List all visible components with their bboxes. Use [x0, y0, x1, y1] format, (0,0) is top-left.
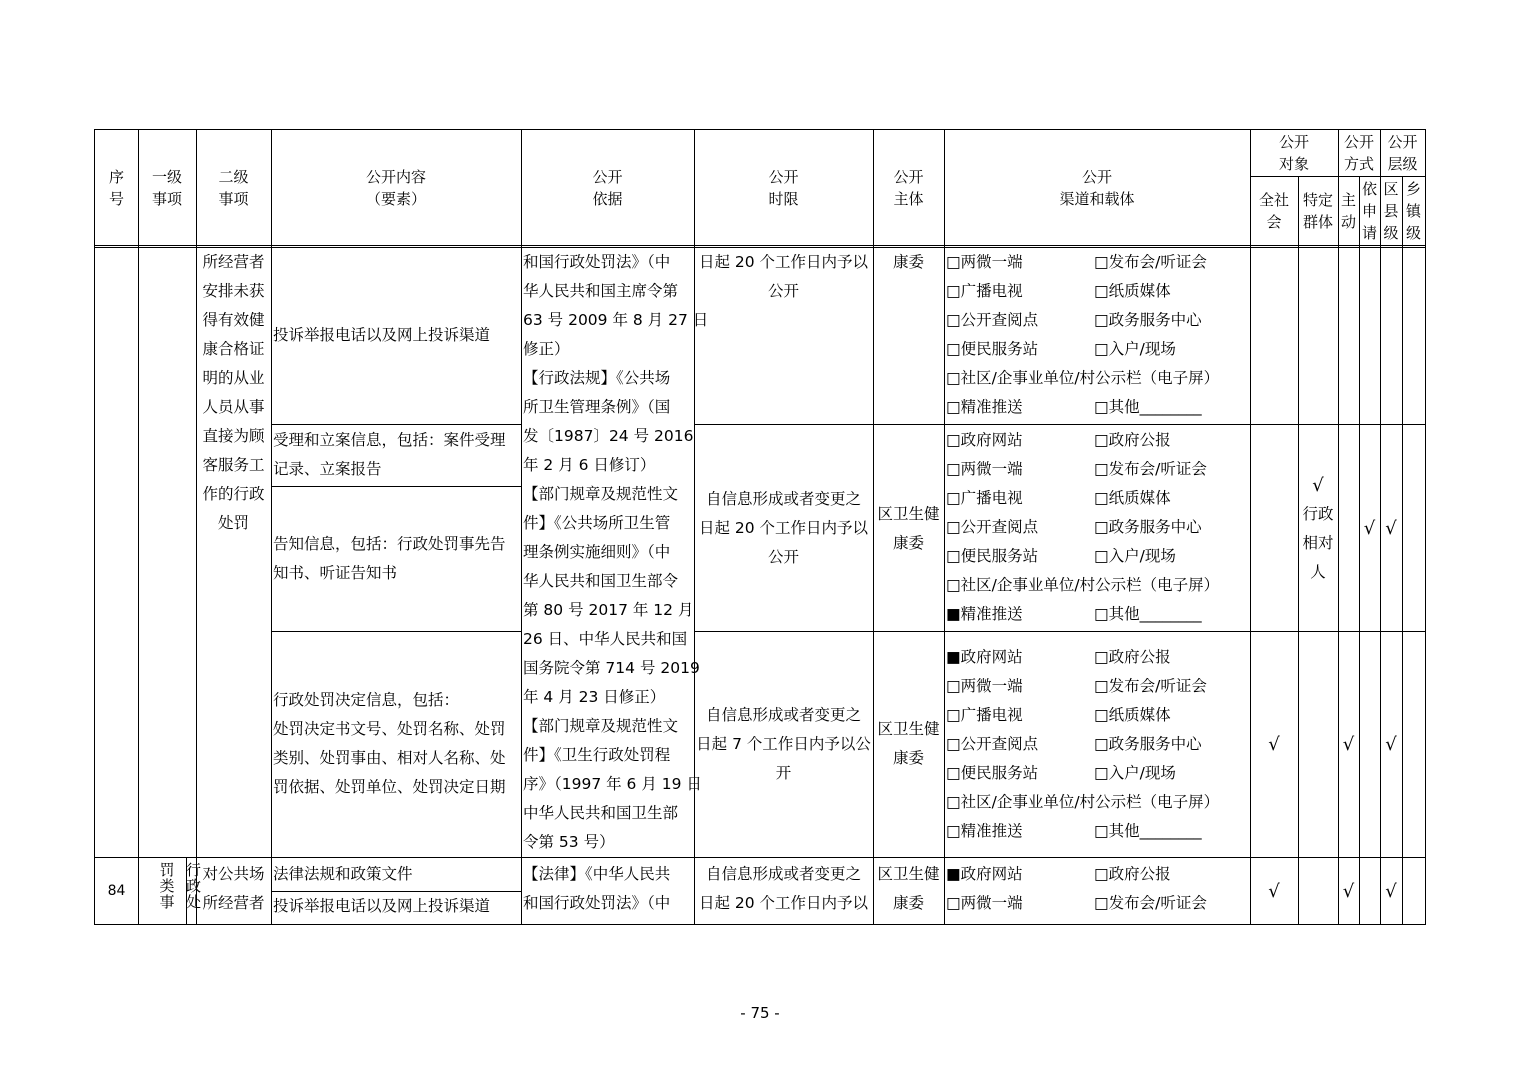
level2-item-line: 安排未获 [202, 282, 265, 300]
channel-line [946, 426, 1250, 455]
r2-specific-wrap [1302, 471, 1333, 587]
header-method-active-line1: 主 [1340, 191, 1356, 209]
header-method-line2: 方式 [1343, 154, 1374, 173]
r84-level1-frag [158, 862, 176, 922]
r2-subject-line: 康委 [892, 533, 924, 552]
header-target-specific-line1: 特定 [1302, 191, 1333, 209]
r2-content-b-line: 告知信息，包括：行政处罚事先告 [273, 535, 506, 553]
header-level1-line2: 事项 [151, 189, 182, 208]
grid-line [94, 129, 95, 925]
basis-line: 序》（1997 年 6 月 19 日 [523, 775, 702, 793]
r1-time-limit [694, 248, 873, 308]
header-level-district [1380, 176, 1402, 246]
channel-option: □公开查阅点 [946, 311, 1039, 329]
r2-target-specific [1298, 426, 1338, 631]
basis-line: 华人民共和国主席令第 [523, 282, 679, 300]
channel-option: □政府公报 [1094, 648, 1171, 666]
channel-option: □社区/企事业单位/村公示栏（电子屏） [946, 576, 1220, 594]
basis-line: 修正） [523, 340, 570, 358]
level2-item-line: 客服务工 [202, 456, 265, 474]
r2-level-district [1380, 426, 1402, 631]
channel-option: □精准推送 [946, 822, 1023, 840]
r84-level1-frag2 [186, 861, 202, 922]
header-subject [873, 129, 944, 246]
channel-option: □广播电视 [946, 282, 1023, 300]
header-subject-line1: 公开 [893, 167, 924, 186]
header-seq-line2: 号 [108, 189, 124, 208]
channel-line [946, 335, 1250, 364]
basis-line: 令第 53 号） [523, 833, 615, 851]
channel-option: □其他________ [1094, 822, 1202, 840]
header-time-limit [694, 129, 873, 246]
channel-line [946, 889, 1250, 918]
channel-option: □政务服务中心 [1094, 518, 1202, 536]
header-method [1338, 129, 1380, 176]
level2-item-line: 直接为顾 [202, 427, 265, 445]
r2-specific-line: 相对 [1302, 533, 1334, 552]
r3-content-line: 类别、处罚事由、相对人名称、处 [273, 749, 506, 767]
r2-subject-line: 区卫生健 [877, 504, 940, 523]
r2-subject-wrap [877, 500, 939, 558]
header-level2-line2: 事项 [218, 189, 249, 208]
channel-option: □入户/现场 [1094, 764, 1176, 782]
header-method-apply-line3: 请 [1361, 224, 1377, 242]
r2-time [699, 485, 868, 572]
basis-line: 中华人民共和国卫生部 [523, 804, 679, 822]
channel-option: ■政府网站 [946, 648, 1023, 666]
r3-time-line: 自信息形成或者变更之 [705, 705, 861, 724]
r1-time-line: 公开 [767, 282, 799, 300]
grid-line [694, 424, 1426, 425]
page-number [700, 1004, 820, 1022]
r2-content-a-line: 受理和立案信息，包括：案件受理 [273, 431, 506, 449]
r3-subject [873, 632, 944, 856]
basis-line: 件】《卫生行政处罚程 [523, 746, 671, 764]
r2-subject [873, 426, 944, 631]
channel-option: □入户/现场 [1094, 340, 1176, 358]
r3-method-active [1338, 632, 1359, 856]
r3-content-wrap [273, 686, 506, 802]
r84-content-laws [273, 860, 521, 890]
r2-content-acceptance [273, 426, 521, 486]
channel-option: ■政府网站 [946, 865, 1023, 883]
r84-seq-text: 84 [107, 882, 126, 899]
header-channel-line1: 公开 [1081, 167, 1112, 186]
channel-option: □精准推送 [946, 398, 1023, 416]
channel-line [946, 306, 1250, 335]
header-level-district-line3: 级 [1383, 224, 1399, 242]
channel-option: □两微一端 [946, 677, 1023, 695]
channel-option: □政务服务中心 [1094, 735, 1202, 753]
r84-level1-text2: 行 政 处 [186, 861, 202, 911]
check-mark: √ [1385, 518, 1397, 539]
header-method-line1: 公开 [1343, 132, 1374, 151]
grid-line [521, 129, 522, 925]
r1-channels [946, 248, 1250, 424]
r84-basis-line: 【法律】《中华人民共 [523, 865, 671, 883]
check-mark: √ [1385, 733, 1397, 755]
channel-option: □政府网站 [946, 431, 1023, 449]
r2-method-apply [1359, 426, 1380, 631]
r84-content-complaint [273, 892, 521, 924]
r84-target-all [1250, 858, 1298, 924]
r84-level2-line: 所经营者 [202, 894, 265, 912]
channel-option: □纸质媒体 [1094, 489, 1171, 507]
header-level-town [1402, 176, 1425, 246]
channel-option: □纸质媒体 [1094, 282, 1171, 300]
r84-level2 [196, 860, 271, 924]
channel-line [946, 455, 1250, 484]
header-content-line1: 公开内容 [365, 167, 426, 186]
channel-option: □两微一端 [946, 460, 1023, 478]
header-subject-line2: 主体 [893, 189, 924, 208]
header-level1-line1: 一级 [151, 167, 182, 186]
r3-subject-line: 康委 [892, 749, 924, 767]
r2-time-line: 公开 [767, 548, 799, 566]
channel-line [946, 248, 1250, 277]
basis-line: 【部门规章及规范性文 [523, 485, 679, 503]
channel-line [946, 277, 1250, 306]
r3-level-district [1380, 632, 1402, 856]
check-mark: √ [1363, 518, 1376, 539]
channel-option: □政府公报 [1094, 865, 1171, 883]
r84-content-a-text: 法律法规和政策文件 [273, 865, 413, 883]
grid-line [138, 129, 139, 925]
r3-time-line: 开 [775, 763, 792, 782]
header-level [1380, 129, 1425, 176]
channel-option: □发布会/听证会 [1094, 677, 1207, 695]
channel-line [946, 393, 1250, 422]
r3-content-line: 罚依据、处罚单位、处罚决定日期 [273, 778, 506, 796]
header-level-line2: 层级 [1387, 154, 1418, 173]
basis-line: 【行政法规】《公共场 [523, 369, 671, 387]
check-mark: √ [1385, 880, 1397, 902]
channel-line [946, 571, 1250, 600]
basis-line: 理条例实施细则》（中 [523, 543, 671, 561]
check-mark: √ [1342, 733, 1355, 755]
header-method-apply-line2: 申 [1361, 202, 1377, 220]
r84-level1-text: 罚 类 事 [159, 861, 175, 911]
header-seq-line1: 序 [108, 167, 124, 186]
channel-option: □公开查阅点 [946, 735, 1039, 753]
r84-method-active [1338, 858, 1359, 924]
r1-subject-text: 康委 [892, 253, 924, 271]
r1-time-line: 日起 20 个工作日内予以 [698, 253, 869, 271]
r3-time-limit [694, 632, 873, 856]
header-level2 [196, 129, 271, 246]
grid-line [94, 924, 1426, 925]
header-content-line2: （要素） [365, 189, 426, 208]
channel-option: □广播电视 [946, 706, 1023, 724]
header-target-all-line1: 全社 [1258, 191, 1289, 209]
r3-content [273, 632, 521, 856]
header-level-town-line1: 乡 [1405, 180, 1421, 198]
header-time-line1: 公开 [768, 167, 799, 186]
basis-line: 件】《公共场所卫生管 [523, 514, 671, 532]
channel-option: □广播电视 [946, 489, 1023, 507]
r84-subject [873, 860, 944, 924]
channel-line [946, 364, 1250, 393]
basis-line: 【部门规章及规范性文 [523, 717, 679, 735]
header-level-town-line3: 级 [1405, 224, 1421, 242]
header-target [1250, 129, 1338, 176]
r84-channels [946, 860, 1250, 924]
header-level-town-line2: 镇 [1405, 202, 1421, 220]
r2-specific-line: 行政 [1302, 504, 1334, 523]
r3-channels [946, 643, 1250, 848]
r84-level-district [1380, 858, 1402, 924]
channel-line [946, 701, 1250, 730]
header-level-line1: 公开 [1387, 132, 1418, 151]
r84-content-b-text: 投诉举报电话以及网上投诉渠道 [273, 897, 491, 915]
header-seq [95, 129, 138, 246]
level2-item-line: 康合格证 [202, 340, 265, 358]
basis-line: 所卫生管理条例》（国 [523, 398, 671, 416]
r2-time-limit [694, 426, 873, 631]
channel-option: □便民服务站 [946, 547, 1039, 565]
header-channel-line2: 渠道和载体 [1059, 189, 1135, 208]
channel-line [946, 730, 1250, 759]
r2-time-line: 日起 20 个工作日内予以 [698, 519, 869, 537]
page-number-text: - 75 - [740, 1004, 780, 1022]
header-method-active [1338, 176, 1359, 246]
header-target-specific [1298, 176, 1338, 246]
header-content [271, 129, 521, 246]
r3-time-line: 日起 7 个工作日内予以公 [696, 734, 871, 753]
r3-subject-wrap [877, 715, 939, 773]
channel-option: □政务服务中心 [1094, 311, 1202, 329]
basis-line: 发〔1987〕24 号 2016 [523, 427, 694, 445]
grid-line [271, 424, 522, 425]
channel-option: □便民服务站 [946, 340, 1039, 358]
header-target-specific-line2: 群体 [1302, 213, 1333, 231]
header-target-line2: 对象 [1278, 154, 1309, 173]
r84-time-limit [694, 860, 873, 924]
channel-option: □两微一端 [946, 894, 1023, 912]
r1-content-text: 投诉举报电话以及网上投诉渠道 [273, 325, 491, 344]
channel-option: □其他________ [1094, 398, 1202, 416]
grid-line [1425, 129, 1426, 925]
channel-option: □其他________ [1094, 605, 1202, 623]
header-basis-line2: 依据 [592, 189, 623, 208]
r2-content-b-line: 知书、听证告知书 [273, 564, 398, 582]
channel-line [946, 643, 1250, 672]
basis-line: 和国行政处罚法》（中 [523, 253, 671, 271]
level2-item-line: 所经营者 [202, 253, 265, 271]
level2-item-line: 明的从业 [202, 369, 265, 387]
channel-option: □社区/企事业单位/村公示栏（电子屏） [946, 369, 1220, 387]
check-mark: √ [1342, 880, 1355, 902]
level2-item [196, 248, 271, 538]
level2-item-line: 得有效健 [202, 311, 265, 329]
basis-line: 国务院令第 714 号 2019 [523, 659, 700, 677]
check-mark: √ [1268, 733, 1280, 755]
r2-content-notice [273, 487, 521, 631]
r84-basis [523, 860, 694, 924]
channel-line [946, 759, 1250, 788]
channel-option: □公开查阅点 [946, 518, 1039, 536]
level2-item-line: 处罚 [217, 514, 249, 532]
header-level1 [138, 129, 196, 246]
r2-specific-line: 人 [1310, 562, 1326, 581]
header-level-district-line2: 县 [1383, 202, 1399, 220]
r84-time-line: 日起 20 个工作日内予以 [698, 894, 869, 912]
channel-line [946, 600, 1250, 629]
r2-content-a-line: 记录、立案报告 [273, 460, 382, 478]
header-method-apply [1359, 176, 1380, 246]
channel-option: □纸质媒体 [1094, 706, 1171, 724]
r3-time [696, 701, 871, 788]
basis-line: 63 号 2009 年 8 月 27 日 [523, 311, 709, 329]
channel-option: ■精准推送 [946, 605, 1023, 623]
r3-content-line: 行政处罚决定信息，包括： [273, 691, 460, 709]
grid-line [944, 129, 945, 925]
r1-content [273, 248, 521, 422]
channel-option: □社区/企事业单位/村公示栏（电子屏） [946, 793, 1220, 811]
channel-option: □入户/现场 [1094, 547, 1176, 565]
channel-option: □两微一端 [946, 253, 1023, 271]
header-target-all [1250, 176, 1298, 246]
check-mark: √ [1268, 880, 1280, 902]
r84-subject-line: 康委 [892, 894, 924, 912]
r84-basis-line: 和国行政处罚法》（中 [523, 894, 671, 912]
r84-level2-line: 对公共场 [202, 865, 265, 883]
channel-line [946, 817, 1250, 846]
channel-option: □便民服务站 [946, 764, 1039, 782]
r2-time-line: 自信息形成或者变更之 [705, 490, 861, 508]
header-target-line1: 公开 [1278, 132, 1309, 151]
r3-target-all [1250, 632, 1298, 856]
header-level2-line1: 二级 [218, 167, 249, 186]
r3-content-line: 处罚决定书文号、处罚名称、处罚 [273, 720, 506, 738]
basis-line: 26 日、中华人民共和国 [523, 630, 688, 648]
basis-text [523, 248, 709, 856]
r1-subject [873, 248, 944, 278]
grid-line [1402, 176, 1403, 925]
channel-line [946, 672, 1250, 701]
r84-seq [95, 858, 138, 924]
channel-line [946, 513, 1250, 542]
channel-option: □政府公报 [1094, 431, 1171, 449]
channel-line [946, 484, 1250, 513]
level2-item-line: 作的行政 [202, 485, 265, 503]
header-basis-line1: 公开 [592, 167, 623, 186]
basis-line: 年 4 月 23 日修正） [523, 688, 666, 706]
header-method-active-line2: 动 [1340, 213, 1356, 231]
basis-line: 第 80 号 2017 年 12 月 [523, 601, 694, 619]
channel-option: □发布会/听证会 [1094, 460, 1207, 478]
header-level-district-line1: 区 [1383, 180, 1399, 198]
level2-item-line: 人员从事 [202, 398, 265, 416]
basis-line: 华人民共和国卫生部令 [523, 572, 679, 590]
r2-channels [946, 426, 1250, 631]
channel-option: □发布会/听证会 [1094, 253, 1207, 271]
channel-line [946, 542, 1250, 571]
check-mark: √ [1312, 474, 1324, 496]
header-time-line2: 时限 [768, 189, 799, 208]
r2-content-b [273, 530, 506, 588]
basis-line: 年 2 月 6 日修订） [523, 456, 656, 474]
header-target-all-line2: 会 [1266, 213, 1282, 231]
r84-subject-line: 区卫生健 [877, 865, 940, 883]
r84-time-line: 自信息形成或者变更之 [705, 865, 861, 883]
grid-line [94, 857, 1426, 858]
header-basis [521, 129, 694, 246]
channel-line [946, 788, 1250, 817]
header-channel [944, 129, 1250, 246]
channel-line [946, 860, 1250, 889]
grid-line [271, 129, 272, 925]
channel-option: □发布会/听证会 [1094, 894, 1207, 912]
r3-subject-line: 区卫生健 [877, 720, 940, 738]
header-method-apply-line1: 依 [1361, 180, 1377, 198]
